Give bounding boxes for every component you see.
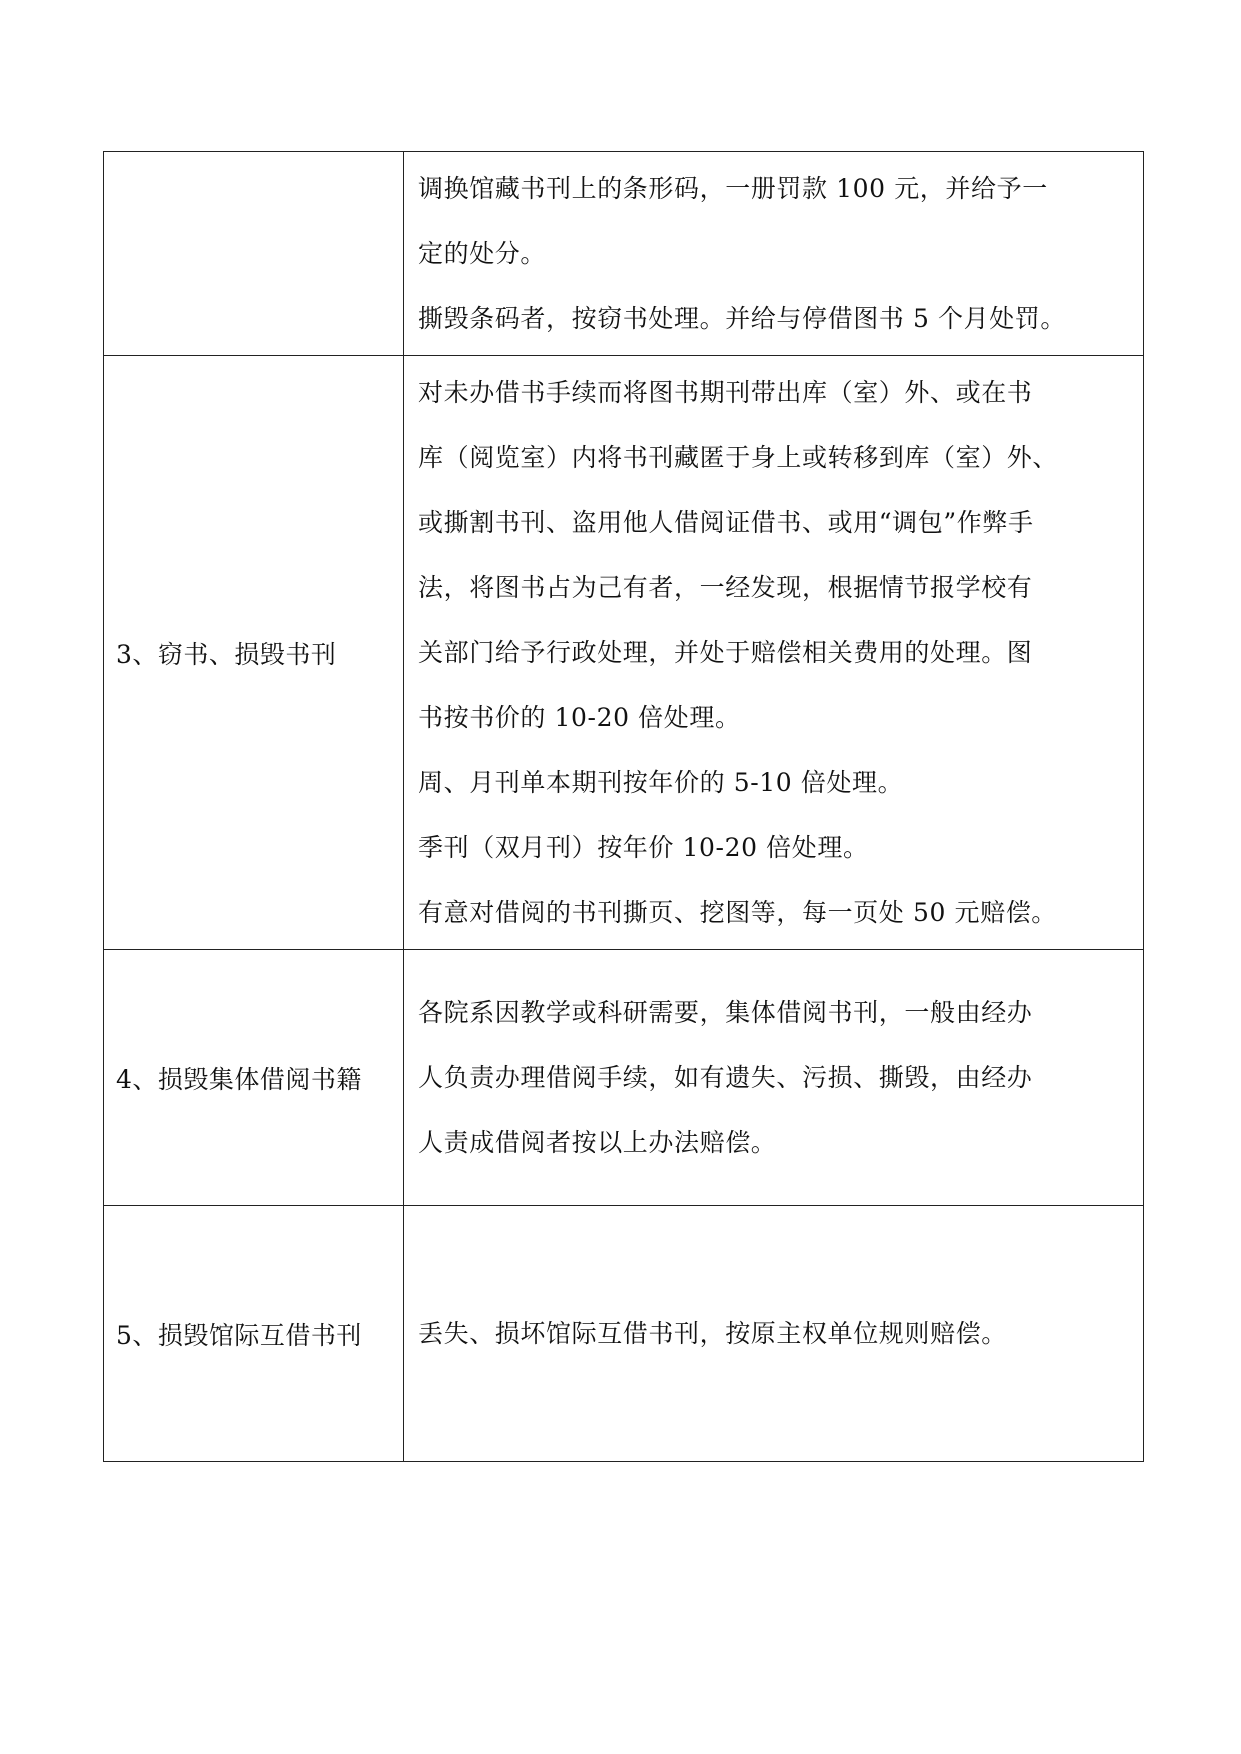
rule-text-cell (404, 950, 1144, 1206)
rule-line: 调换馆藏书刊上的条形码，一册罚款 100 元，并给予一 (418, 174, 1048, 203)
category-cell: 4、损毁集体借阅书籍 (104, 950, 404, 1206)
category-cell: 5、损毁馆际互借书刊 (104, 1206, 404, 1462)
rule-line: 人责成借阅者按以上办法赔偿。 (418, 1128, 777, 1157)
category-cell: 3、窃书、损毁书刊 (104, 356, 404, 950)
rule-text-cell (404, 356, 1144, 950)
rule-line: 关部门给予行政处理，并处于赔偿相关费用的处理。图 (418, 638, 1033, 667)
rule-line: 周、月刊单本期刊按年价的 5-10 倍处理。 (418, 768, 904, 797)
rule-line: 季刊（双月刊）按年价 10-20 倍处理。 (418, 833, 869, 862)
rule-line: 撕毁条码者，按窃书处理。并给与停借图书 5 个月处罚。 (418, 304, 1067, 333)
category-cell (104, 152, 404, 356)
table-row (104, 356, 1144, 950)
rules-table (103, 151, 1144, 1462)
rule-line: 对未办借书手续而将图书期刊带出库（室）外、或在书 (418, 378, 1033, 407)
rule-line: 有意对借阅的书刊撕页、挖图等，每一页处 50 元赔偿。 (418, 898, 1057, 927)
rule-line: 法，将图书占为己有者，一经发现，根据情节报学校有 (418, 573, 1033, 602)
table-row (104, 950, 1144, 1206)
rule-line: 定的处分。 (418, 239, 547, 268)
rule-line: 丢失、损坏馆际互借书刊，按原主权单位规则赔偿。 (418, 1319, 1007, 1348)
table-row (104, 1206, 1144, 1462)
rule-text-cell (404, 152, 1144, 356)
rule-line: 库（阅览室）内将书刊藏匿于身上或转移到库（室）外、 (418, 443, 1059, 472)
rule-line: 人负责办理借阅手续，如有遗失、污损、撕毁，由经办 (418, 1063, 1033, 1092)
rule-line: 各院系因教学或科研需要，集体借阅书刊，一般由经办 (418, 998, 1033, 1027)
rule-line: 或撕割书刊、盗用他人借阅证借书、或用“调包”作弊手 (418, 508, 1034, 537)
table-row (104, 152, 1144, 356)
rule-line: 书按书价的 10-20 倍处理。 (418, 703, 741, 732)
rule-text-cell (404, 1206, 1144, 1462)
